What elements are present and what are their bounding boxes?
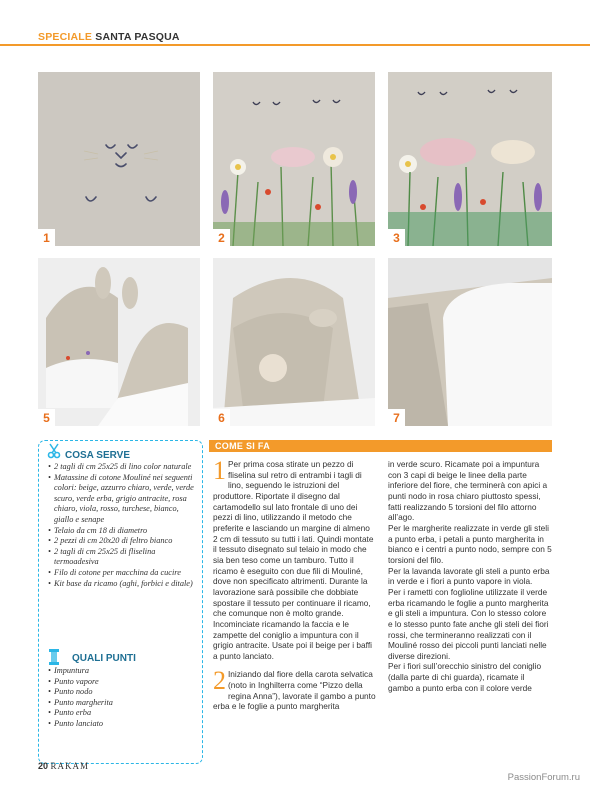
paragraph: Per i fiori sull’orecchio sinistro del coniglio (dalla parte di chi guarda), ricamate il gambo a punto erba con il colore verde (388, 661, 542, 693)
step-1 (213, 456, 376, 661)
magazine-name: RAKAM (50, 761, 90, 771)
photo-2 (213, 72, 375, 246)
stitches-title: QUALI PUNTI (72, 653, 136, 664)
list-item: • 2 tagli di cm 25x25 di fliselina termoadesiva (48, 547, 198, 568)
list-item: • Matassine di cotone Mouliné nei seguenti colori: beige, azzurro chiaro, verde, verde scuro, verde erba, grigio antracite, rosa chiaro, viola, rosso, turchese, bianco, giallo e senape (48, 473, 198, 526)
materials-list (48, 462, 198, 589)
list-item: • Punto margherita (48, 698, 198, 709)
photo-number: 6 (213, 409, 230, 426)
list-item: • Kit base da ricamo (aghi, forbici e ditale) (48, 579, 198, 590)
thread-spool-icon (48, 649, 60, 667)
page-number: 20 (38, 761, 49, 771)
instructions-column-1 (213, 456, 376, 712)
step-2-number: 2 (213, 666, 226, 696)
instructions-column-2 (388, 459, 552, 693)
photo-number: 3 (388, 229, 405, 246)
section-title: SANTA PASQUA (95, 31, 180, 43)
list-item: • Punto vapore (48, 677, 198, 688)
photo-number: 1 (38, 229, 55, 246)
list-item: • Filo di cotone per macchina da cucire (48, 568, 198, 579)
list-item: • 2 tagli di cm 25x25 di lino color naturale (48, 462, 198, 473)
paragraph: Per le margherite realizzate in verde gli steli a punto erba, i petali a punto margherita in bianco e i centri a punto nodo, sempre con 5 torsioni del filo. (388, 522, 552, 565)
photo-5 (38, 258, 200, 426)
list-item: • 2 pezzi di cm 20x20 di feltro bianco (48, 536, 198, 547)
step-2-text: Iniziando dal fiore della carota selvatica (noto in Inghilterra come “Pizzo della regina Anna”), lavorate il gambo a punto erba e le foglie a punto margherita (213, 669, 376, 712)
materials-title: COSA SERVE (65, 450, 131, 461)
running-header (38, 31, 180, 43)
list-item: • Impuntura (48, 666, 198, 677)
photo-1 (38, 72, 200, 246)
photo-7 (388, 258, 552, 426)
paragraph: Per i rametti con foglioline utilizzate il verde erba ricamando le foglie a punto margherita e gli steli a impuntura. Con lo stesso colore e lo stesso punto fate anche gli steli dei fiori rossi, che termineranno realizzati con il Mouliné rosso dei piccoli punti lanciati nelle diverse direzioni. (388, 586, 549, 661)
stitches-list (48, 666, 198, 730)
scissors-icon (47, 443, 61, 459)
list-item: • Punto erba (48, 708, 198, 719)
photo-number: 5 (38, 409, 55, 426)
header-rule (0, 44, 590, 46)
photo-number: 7 (388, 409, 405, 426)
page-footer (38, 761, 89, 771)
photo-number: 2 (213, 229, 230, 246)
section-label: SPECIALE (38, 31, 93, 43)
watermark: PassionForum.ru (507, 772, 580, 783)
list-item: • Punto nodo (48, 687, 198, 698)
how-to-title: COME SI FA (215, 441, 271, 451)
list-item: • Punto lanciato (48, 719, 198, 730)
photo-6 (213, 258, 375, 426)
step-1-text: Per prima cosa stirate un pezzo di fliselina sul retro di entrambi i tagli di lino, seguendo le istruzioni del produttore. Riportate il disegno dal cartamodello sul lato frontale di uno dei pezzi di lino, utilizzando il metodo che preferite e lasciando un margine di almeno 2 cm di tessuto su tutti i lati. Quindi montate il tessuto disegnato sul telaio in modo che sia ben teso come un tamburo. Tutto il ricamo è eseguito con due fili di Mouliné, dove non specificato altrimenti. Durante la lavorazione sarà possibile che dobbiate spostare il tessuto per continuare il ricamo, che comunque non è molto grande. Incominciate ricamando la faccia e le zampette del coniglio a impuntura con il grigio antracite. Usate poi il beige per i baffi a punto lanciato. (213, 459, 374, 661)
paragraph: in verde scuro. Ricamate poi a impuntura con 3 capi di beige le linee della parte inferiore del fiore, che terminerà con apici a punti nodo in rosa chiaro piuttosto spessi, fatti realizzando 5 torsioni del filo attorno all’ago. (388, 459, 548, 523)
step-1-number: 1 (213, 456, 226, 485)
paragraph: Per la lavanda lavorate gli steli a punto erba in verde e i fiori a punto vapore in viola. (388, 565, 550, 587)
list-item: • Telaio da cm 18 di diametro (48, 526, 198, 537)
step-2 (213, 666, 376, 712)
photo-3 (388, 72, 552, 246)
